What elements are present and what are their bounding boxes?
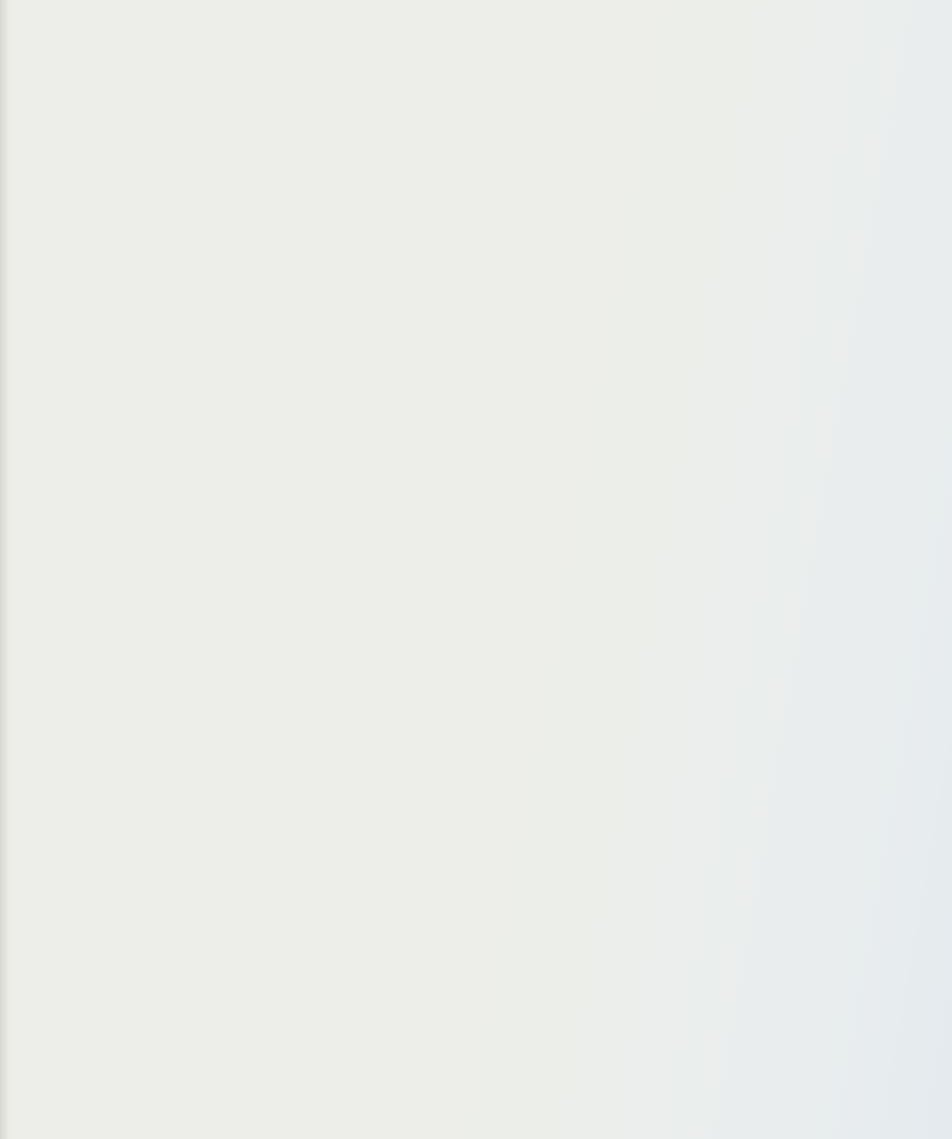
scan-edge-shadow	[0, 0, 10, 1139]
